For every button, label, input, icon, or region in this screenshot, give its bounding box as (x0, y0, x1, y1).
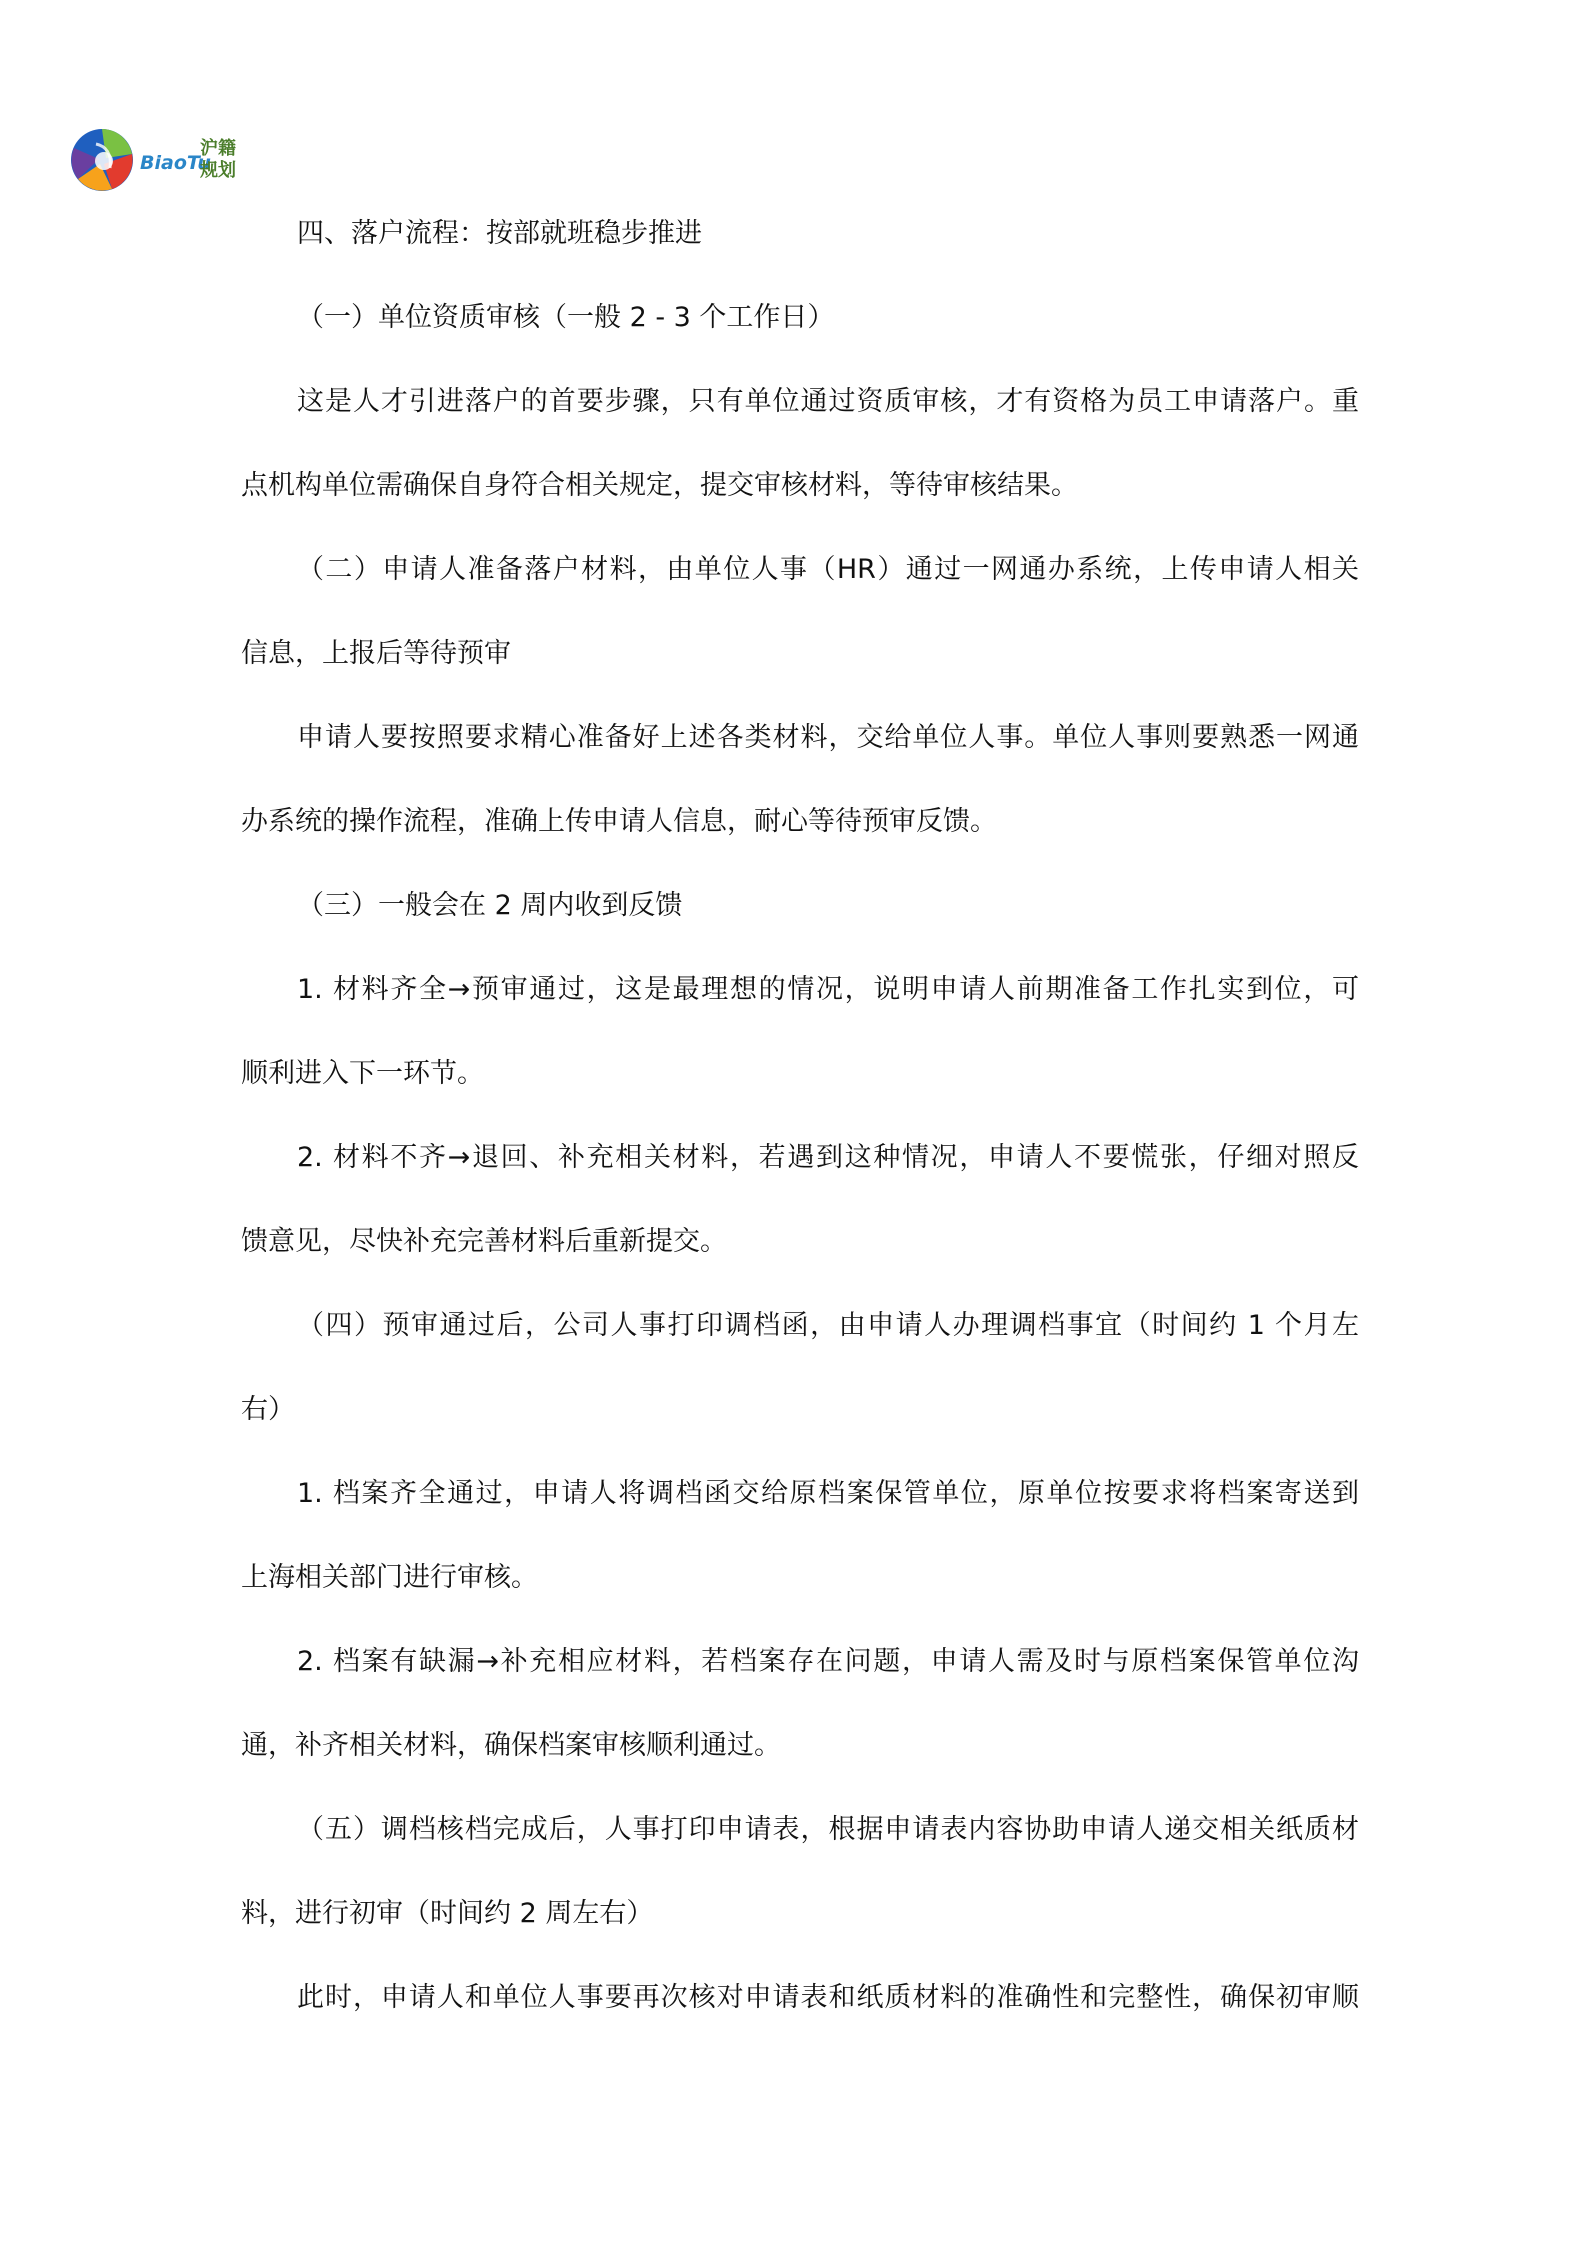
step-heading-2-cont: 信息，上报后等待预审 (241, 638, 511, 669)
list-item-cont: 顺利进入下一环节。 (241, 1058, 484, 1089)
paragraph-line: 申请人要按照要求精心准备好上述各类材料，交给单位人事。单位人事则要熟悉一网通 (297, 722, 1359, 753)
list-item: 2. 档案有缺漏→补充相应材料，若档案存在问题，申请人需及时与原档案保管单位沟 (297, 1646, 1359, 1677)
brand-name-cn-line2: 规划 (200, 160, 236, 181)
section-heading: 四、落户流程：按部就班稳步推进 (297, 218, 702, 249)
list-item: 1. 档案齐全通过，申请人将调档函交给原档案保管单位，原单位按要求将档案寄送到 (297, 1478, 1359, 1509)
brand-name-cn (200, 138, 240, 182)
brand-name-cn-line1: 沪籍 (200, 138, 236, 159)
step-heading-3: （三）一般会在 2 周内收到反馈 (297, 890, 683, 921)
step-heading-4: （四）预审通过后，公司人事打印调档函，由申请人办理调档事宜（时间约 1 个月左 (297, 1310, 1359, 1341)
list-item-cont: 通，补齐相关材料，确保档案审核顺利通过。 (241, 1730, 781, 1761)
brand-name-en: BiaoTu (140, 152, 211, 174)
biaotu-logo-icon (66, 124, 138, 196)
step-heading-5: （五）调档核档完成后，人事打印申请表，根据申请表内容协助申请人递交相关纸质材 (297, 1814, 1359, 1845)
step-heading-4-cont: 右） (241, 1394, 295, 1425)
paragraph-line: 办系统的操作流程，准确上传申请人信息，耐心等待预审反馈。 (241, 806, 997, 837)
list-item-cont: 馈意见，尽快补充完善材料后重新提交。 (241, 1226, 727, 1257)
step-heading-2: （二）申请人准备落户材料，由单位人事（HR）通过一网通办系统，上传申请人相关 (297, 554, 1359, 585)
list-item: 2. 材料不齐→退回、补充相关材料，若遇到这种情况，申请人不要慌张，仔细对照反 (297, 1142, 1359, 1173)
step-heading-1: （一）单位资质审核（一般 2 - 3 个工作日） (297, 302, 835, 333)
paragraph-line: 此时，申请人和单位人事要再次核对申请表和纸质材料的准确性和完整性，确保初审顺 (297, 1982, 1359, 2013)
list-item-cont: 上海相关部门进行审核。 (241, 1562, 538, 1593)
paragraph-line: 点机构单位需确保自身符合相关规定，提交审核材料，等待审核结果。 (241, 470, 1078, 501)
list-item: 1. 材料齐全→预审通过，这是最理想的情况，说明申请人前期准备工作扎实到位，可 (297, 974, 1359, 1005)
document-body (241, 206, 1359, 2054)
step-heading-5-cont: 料，进行初审（时间约 2 周左右） (241, 1898, 654, 1929)
brand-logo (66, 124, 256, 198)
paragraph-line: 这是人才引进落户的首要步骤，只有单位通过资质审核，才有资格为员工申请落户。重 (297, 386, 1359, 417)
